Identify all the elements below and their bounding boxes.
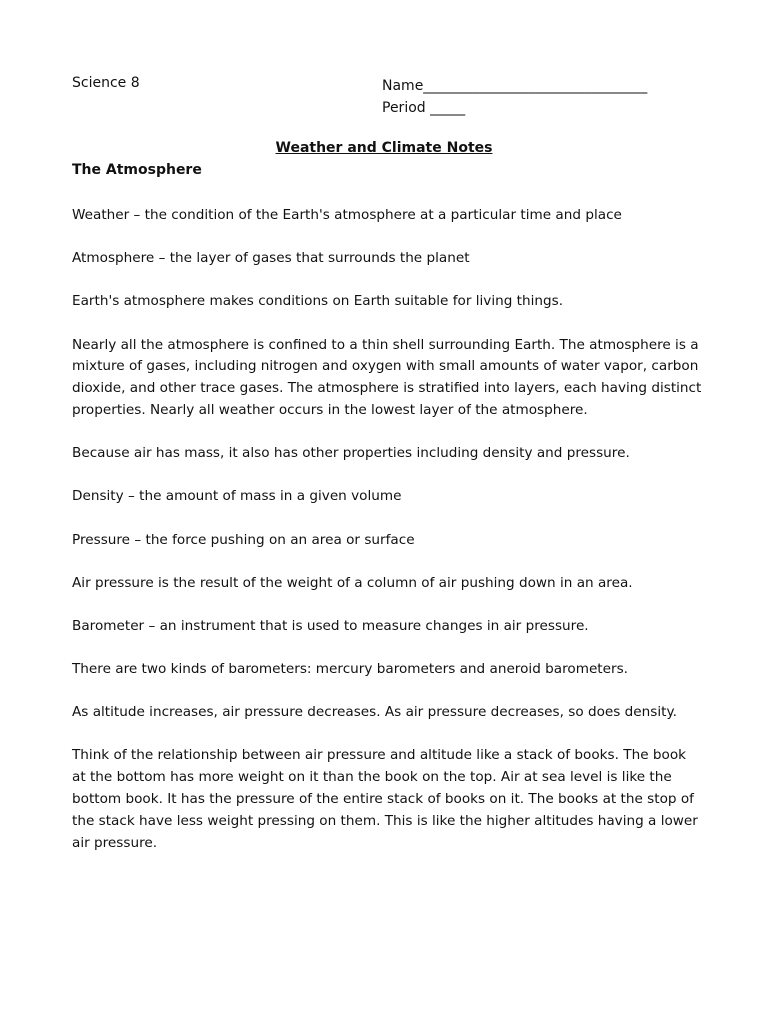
student-info (382, 75, 647, 119)
notes-body (72, 205, 702, 876)
paragraph-barometer-definition: Barometer – an instrument that is used to measure changes in air pressure. (72, 617, 589, 634)
paragraph-barometer-kinds: There are two kinds of barometers: mercury barometers and aneroid barometers. (72, 661, 628, 678)
paragraph-atmosphere-definition: Atmosphere – the layer of gases that surrounds the planet (72, 250, 470, 267)
paragraph-stack-of-books: Think of the relationship between air pressure and altitude like a stack of books. The book at the bottom has more weight on it than the book on the top. Air at sea level is like the bottom book. It has the pressure of the entire stack of books on it. The books at the stop of the stack have less weight pressing on them. This is like the higher altitudes having a lower air pressure. (72, 747, 698, 851)
paragraph-air-mass: Because air has mass, it also has other properties including density and pressure. (72, 445, 630, 462)
paragraph-density-definition: Density – the amount of mass in a given volume (72, 488, 402, 505)
section-heading: The Atmosphere (72, 162, 202, 178)
period-field: Period _____ (382, 100, 466, 116)
paragraph-living-things: Earth's atmosphere makes conditions on Earth suitable for living things. (72, 293, 564, 310)
paragraph-air-pressure: Air pressure is the result of the weight of a column of air pushing down in an area. (72, 574, 633, 591)
course-label: Science 8 (72, 75, 140, 91)
document-title: Weather and Climate Notes (275, 140, 493, 156)
paragraph-altitude-pressure: As altitude increases, air pressure decreases. As air pressure decreases, so does density. (72, 704, 677, 721)
paragraph-pressure-definition: Pressure – the force pushing on an area or surface (72, 531, 415, 548)
name-field: Name________________________________ (382, 78, 648, 94)
paragraph-atmosphere-composition: Nearly all the atmosphere is confined to a thin shell surrounding Earth. The atmosphere is a mixture of gases, including nitrogen and oxygen with small amounts of water vapor, carbon dioxide, and other trace gases. The atmosphere is stratified into layers, each having distinct properties. Nearly all weather occurs in the lowest layer of the atmosphere. (72, 336, 702, 418)
paragraph-weather-definition: Weather – the condition of the Earth's atmosphere at a particular time and place (72, 207, 622, 223)
